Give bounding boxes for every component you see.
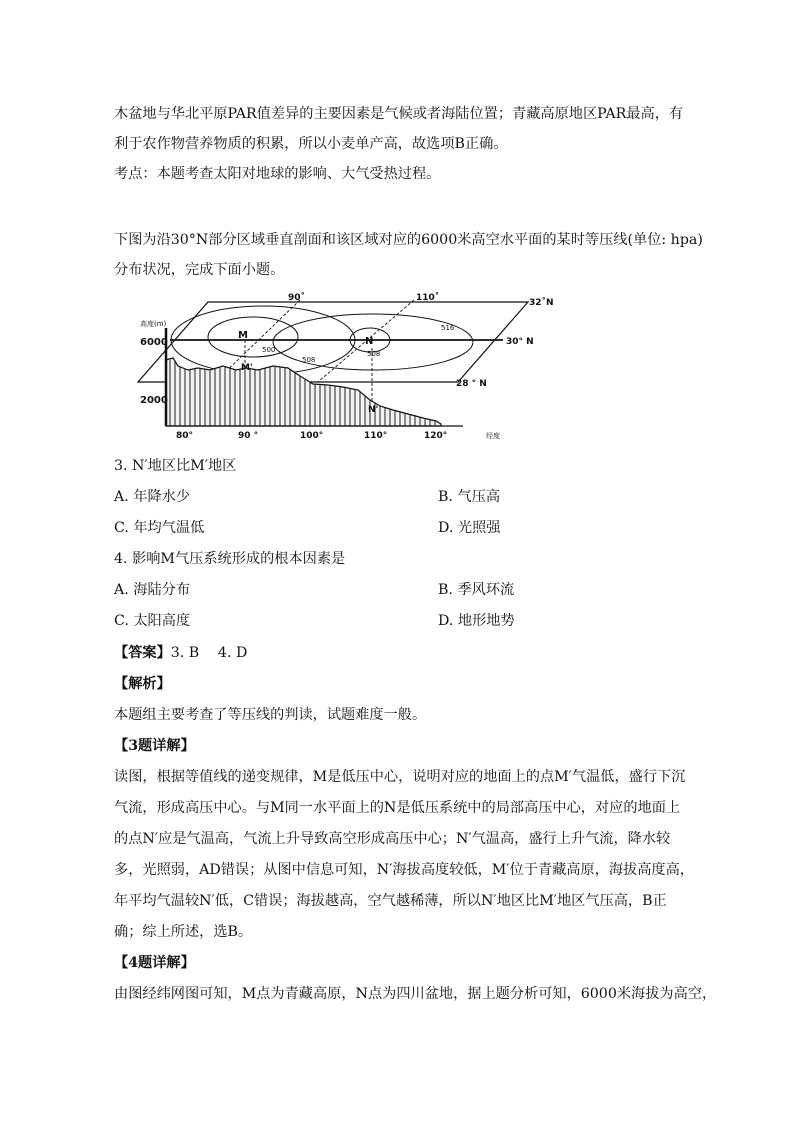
question-stem: 4. 影响M气压系统形成的根本因素是 xyxy=(114,551,346,567)
lat-label: 28 ° N xyxy=(456,379,487,389)
lat-label: 30° N xyxy=(506,337,534,347)
isobar-label: 508 xyxy=(367,350,381,358)
answer-tag: 【答案】 xyxy=(114,645,171,661)
option-a: A. 海陆分布 xyxy=(114,582,191,598)
option-b: B. 气压高 xyxy=(438,489,501,505)
option-d: D. 地形地势 xyxy=(438,613,515,629)
isobar-label: 516 xyxy=(441,324,455,332)
answer-line xyxy=(114,643,247,663)
point-n-label: N xyxy=(365,336,374,347)
analysis-tag: 【解析】 xyxy=(114,676,171,692)
question-stem: 3. N′地区比M′地区 xyxy=(114,458,237,474)
option-d: D. 光照强 xyxy=(438,520,501,536)
isobar-508-m xyxy=(208,317,298,357)
point-n-prime-label: N' xyxy=(368,405,379,415)
y-tick-label: 2000 xyxy=(140,395,168,406)
lon-label-top: 90˚ xyxy=(288,293,306,303)
text-line: 年平均气温较N′低，C错误；海拔越高，空气越稀薄，所以N′地区比M′地区气压高，B正 xyxy=(114,893,667,909)
detail4-tag: 【4题详解】 xyxy=(114,955,195,971)
detail4-text: 由图经纬网图可知，M点为青藏高原，N点为四川盆地，据上题分析可知，6000米海拔为高空， xyxy=(114,986,717,1002)
x-tick-label: 110° xyxy=(364,431,388,440)
x-tick-label: 80° xyxy=(176,431,194,440)
text-line: 多，光照弱，AD错误；从图中信息可知，N′海拔高度较低，M′位于青藏高原，海拔高度高， xyxy=(114,862,694,878)
point-m-prime-label: M' xyxy=(241,363,253,373)
cross-section-figure xyxy=(118,290,578,440)
x-tick-label: 90 ° xyxy=(238,431,259,440)
y-axis-label: 高度(m) xyxy=(140,320,167,328)
kaodian-line: 考点：本题考查太阳对地球的影响、大气受热过程。 xyxy=(114,166,441,182)
text-line: 气流，形成高压中心。与M同一水平面上的N是低压系统中的局部高压中心，对应的地面上 xyxy=(114,800,681,816)
lat-label: 32˚N xyxy=(529,298,554,308)
analysis-text: 本题组主要考查了等压线的判读，试题难度一般。 xyxy=(114,707,427,723)
x-tick-label: 100° xyxy=(300,431,324,440)
option-b: B. 季风环流 xyxy=(438,582,515,598)
text-line: 利于农作物营养物质的积累，所以小麦单产高，故选项B正确。 xyxy=(114,136,508,152)
lon-label-top: 110˚ xyxy=(416,293,440,303)
figure-svg xyxy=(118,290,578,440)
text-line: 分布状况，完成下面小题。 xyxy=(114,262,285,278)
text-line: 确；综上所述，选B。 xyxy=(114,924,253,940)
isobar-label: 500 xyxy=(262,346,276,354)
text-line: 木盆地与华北平原PAR值差异的主要因素是气候或者海陆位置；青藏高原地区PAR最高，有 xyxy=(114,106,684,122)
isobar-label: 508 xyxy=(302,356,316,364)
option-a: A. 年降水少 xyxy=(114,489,191,505)
text-line: 的点N′应是气温高，气流上升导致高空形成高压中心；N′气温高，盛行上升气流，降水较 xyxy=(114,831,671,847)
option-c: C. 年均气温低 xyxy=(114,520,205,536)
answer-text: 3. B 4. D xyxy=(170,645,248,661)
text-line: 下图为沿30°N部分区域垂直剖面和该区域对应的6000米高空水平面的某时等压线(单位: hpa) xyxy=(114,232,703,248)
detail3-tag: 【3题详解】 xyxy=(114,738,195,754)
text-line: 读图，根据等值线的递变规律，M是低压中心，说明对应的地面上的点M′气温低，盛行下沉 xyxy=(114,769,686,785)
x-tick-label: 120° xyxy=(424,431,448,440)
y-tick-label: 6000 xyxy=(140,337,168,348)
x-axis-label: 经度 xyxy=(486,432,500,440)
point-m-label: M xyxy=(238,330,248,341)
option-c: C. 太阳高度 xyxy=(114,613,191,629)
